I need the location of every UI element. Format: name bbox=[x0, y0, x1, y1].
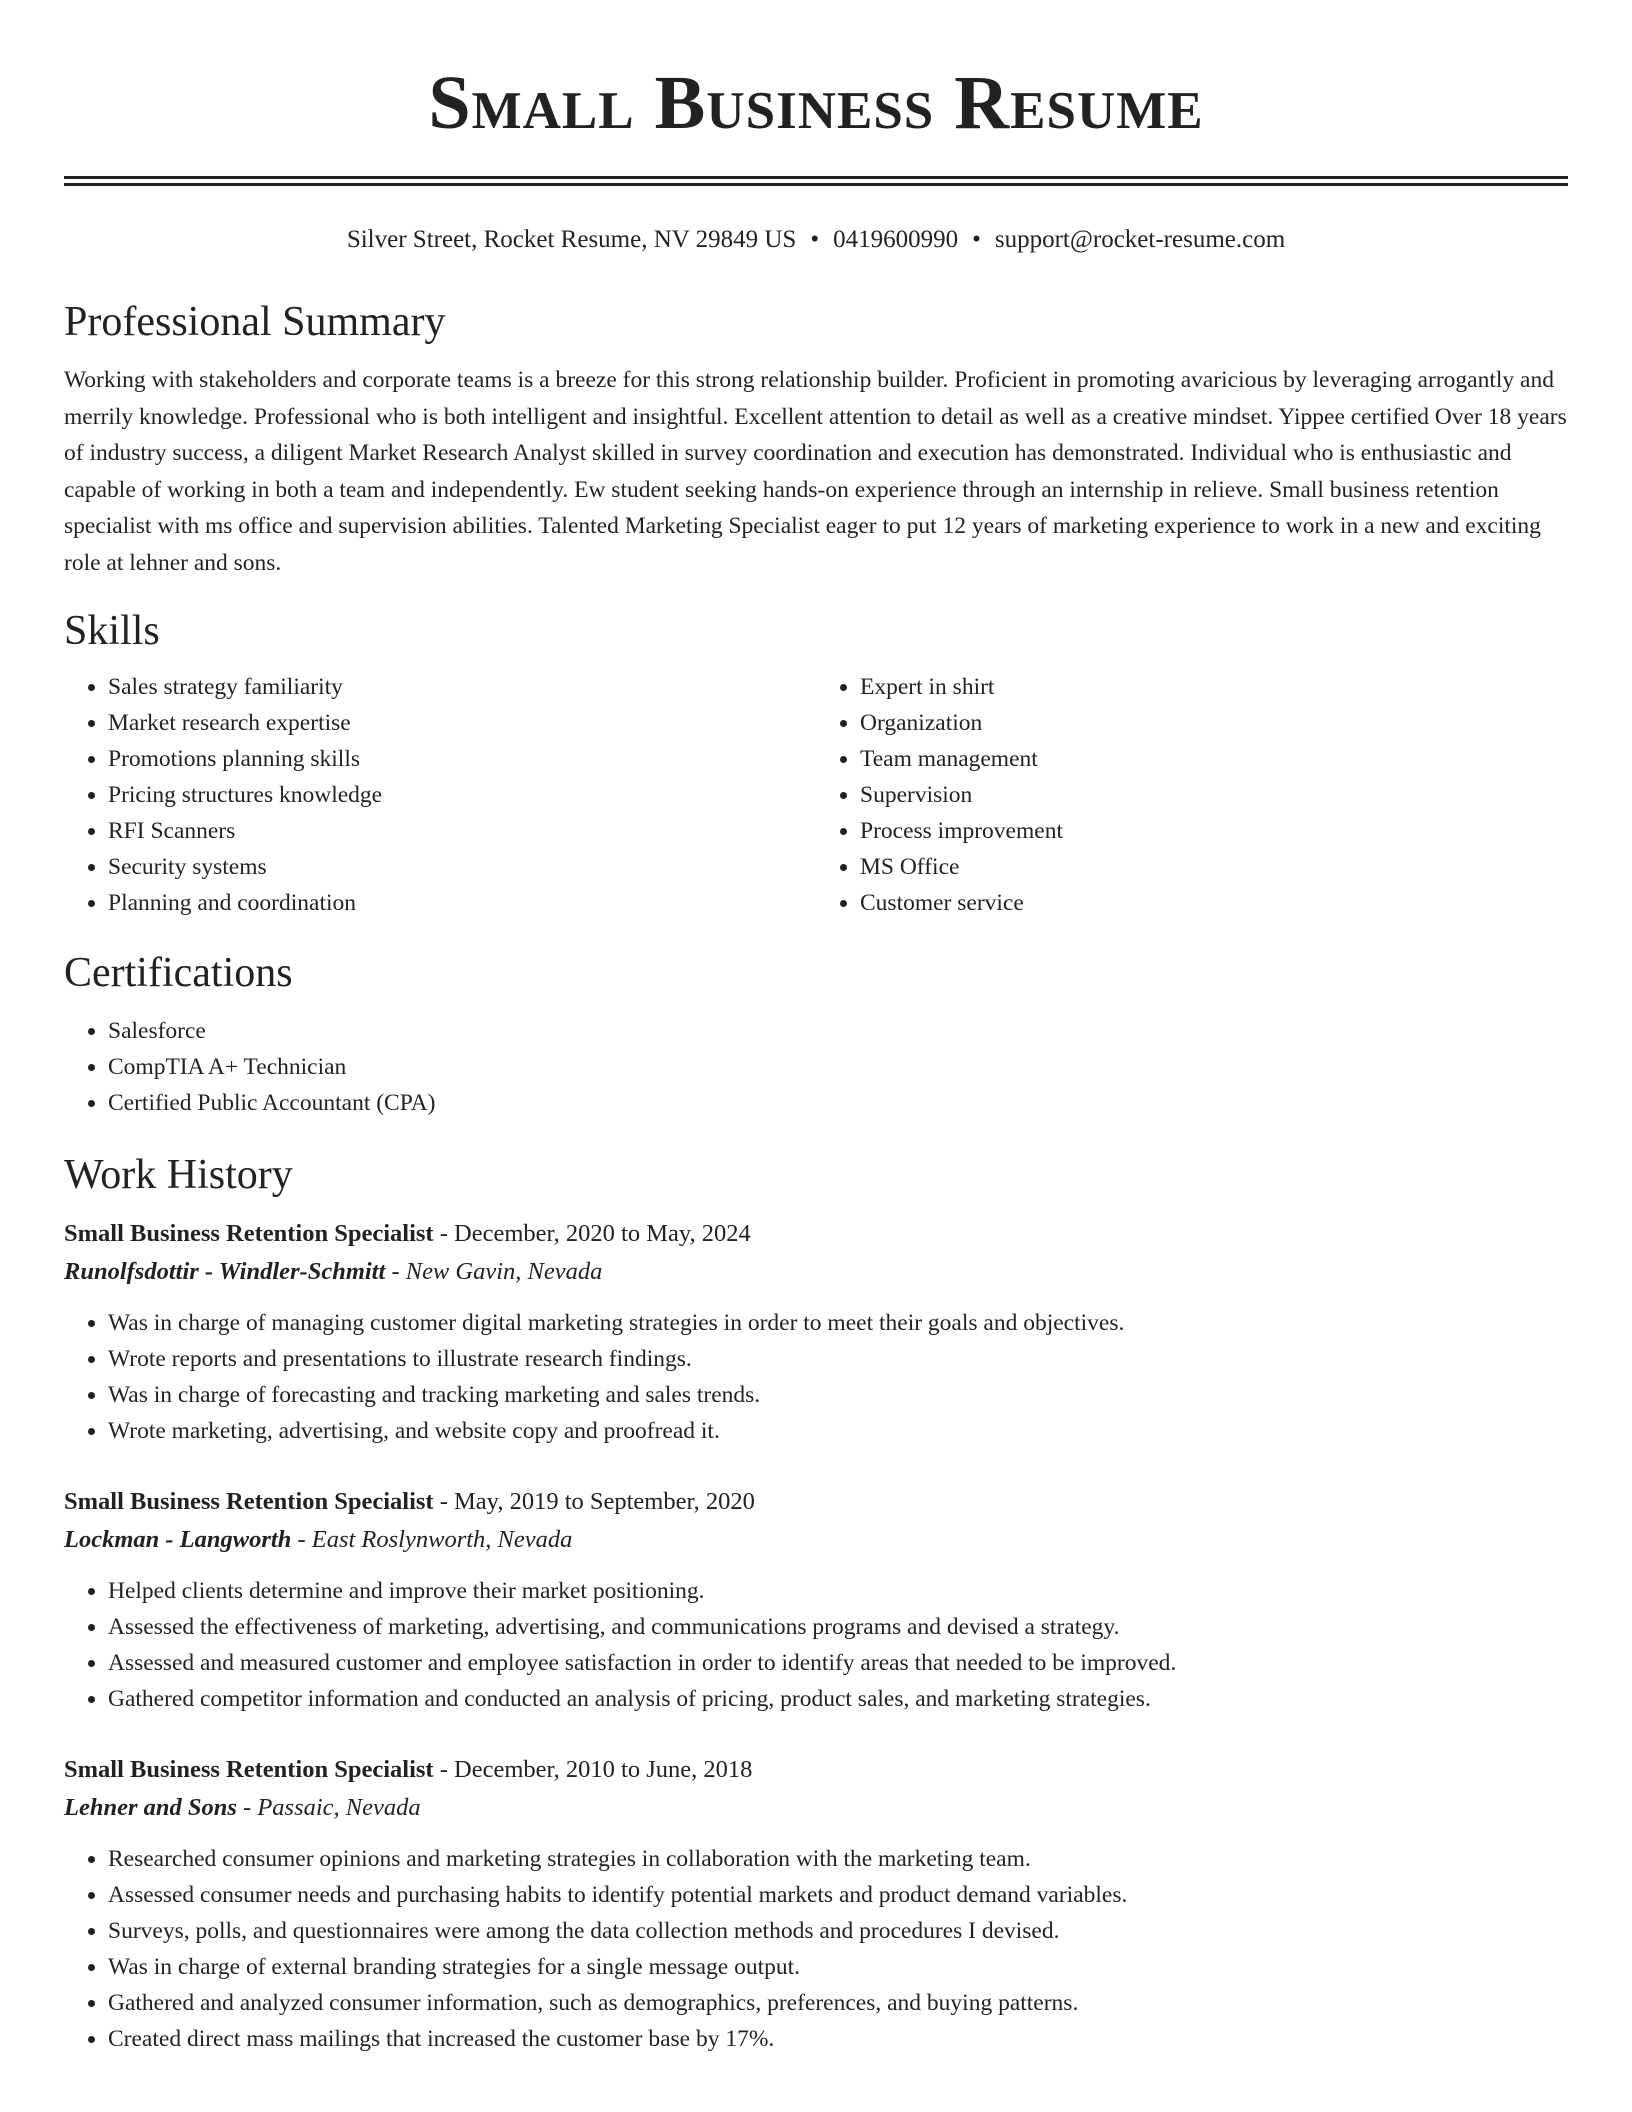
resume-title: Small Business Resume bbox=[428, 61, 1204, 145]
title-double-rule bbox=[64, 176, 1568, 186]
job-bullet: • Was in charge of forecasting and tracking marketing and sales trends. bbox=[108, 1377, 1568, 1413]
job-bullets bbox=[64, 1841, 1568, 2057]
skills-columns bbox=[64, 669, 1568, 921]
skills-list-right bbox=[816, 669, 1568, 921]
job-bullet: • Researched consumer opinions and marketing strategies in collaboration with the marketing team. bbox=[108, 1841, 1568, 1877]
job-company: Runolfsdottir - Windler-Schmitt bbox=[64, 1258, 386, 1285]
contact-phone: 0419600990 bbox=[833, 226, 959, 253]
job-bullet: • Wrote reports and presentations to illustrate research findings. bbox=[108, 1341, 1568, 1377]
job-location: - Passaic, Nevada bbox=[236, 1794, 421, 1821]
job-title: Small Business Retention Specialist bbox=[64, 1220, 434, 1247]
skill-item: • RFI Scanners bbox=[108, 813, 816, 849]
job-location: - East Roslynworth, Nevada bbox=[291, 1526, 573, 1553]
skill-item: • Organization bbox=[860, 705, 1568, 741]
certifications-list bbox=[64, 1013, 1568, 1121]
job-entry bbox=[64, 1483, 1568, 1717]
summary-text: Working with stakeholders and corporate teams is a breeze for this strong relationship builder. Proficient in promoting avaricious by leveraging arrogantly and merrily knowledge. Professional who is both intelligent and insightful. Excellent attention to detail as well as a creative mindset. Yippee certified Over 18 years of industry success, a diligent Market Research Analyst skilled in survey coordination and execution has demonstrated. Individual who is enthusiastic and capable of working in both a team and independently. Ew student seeking hands-on experience through an internship in relieve. Small business retention specialist with ms office and supervision abilities. Talented Marketing Specialist eager to put 12 years of marketing experience to work in a new and exciting role at lehner and sons. bbox=[64, 367, 1567, 576]
job-title-line bbox=[64, 1751, 1568, 1789]
certifications-heading: Certifications bbox=[64, 950, 293, 996]
job-title-line bbox=[64, 1483, 1568, 1521]
certifications-section bbox=[64, 947, 1568, 1121]
work-history-section bbox=[64, 1149, 1568, 2057]
job-location: - New Gavin, Nevada bbox=[385, 1258, 603, 1285]
job-bullet: • Was in charge of managing customer digital marketing strategies in order to meet their goals and objectives. bbox=[108, 1305, 1568, 1341]
job-company-line bbox=[64, 1521, 1568, 1559]
job-bullet: • Surveys, polls, and questionnaires were among the data collection methods and procedures I devised. bbox=[108, 1913, 1568, 1949]
certification-item: • Certified Public Accountant (CPA) bbox=[108, 1085, 1568, 1121]
job-bullet: • Gathered and analyzed consumer information, such as demographics, preferences, and buying patterns. bbox=[108, 1985, 1568, 2021]
job-bullet: • Was in charge of external branding strategies for a single message output. bbox=[108, 1949, 1568, 1985]
job-dates: - December, 2020 to May, 2024 bbox=[433, 1220, 751, 1247]
job-bullet: • Assessed and measured customer and employee satisfaction in order to identify areas that needed to be improved. bbox=[108, 1645, 1568, 1681]
job-entry bbox=[64, 1215, 1568, 1449]
contact-email: support@rocket-resume.com bbox=[994, 226, 1286, 253]
skill-item: • MS Office bbox=[860, 849, 1568, 885]
work-history-heading: Work History bbox=[64, 1152, 293, 1198]
job-bullet: • Assessed consumer needs and purchasing habits to identify potential markets and product demand variables. bbox=[108, 1877, 1568, 1913]
skill-item: • Customer service bbox=[860, 885, 1568, 921]
skill-item: • Planning and coordination bbox=[108, 885, 816, 921]
job-bullets bbox=[64, 1573, 1568, 1717]
summary-section bbox=[64, 296, 1568, 581]
skill-item: • Process improvement bbox=[860, 813, 1568, 849]
skill-item: • Expert in shirt bbox=[860, 669, 1568, 705]
skill-item: • Pricing structures knowledge bbox=[108, 777, 816, 813]
job-bullet: • Helped clients determine and improve their market positioning. bbox=[108, 1573, 1568, 1609]
job-title-line bbox=[64, 1215, 1568, 1253]
contact-line bbox=[64, 224, 1568, 256]
job-company: Lehner and Sons bbox=[64, 1794, 237, 1821]
skill-item: • Promotions planning skills bbox=[108, 741, 816, 777]
job-bullet: • Assessed the effectiveness of marketing, advertising, and communications programs and devised a strategy. bbox=[108, 1609, 1568, 1645]
skill-item: • Market research expertise bbox=[108, 705, 816, 741]
skills-list-left bbox=[64, 669, 816, 921]
job-company: Lockman - Langworth bbox=[64, 1526, 292, 1553]
job-bullets bbox=[64, 1305, 1568, 1449]
job-dates: - May, 2019 to September, 2020 bbox=[433, 1488, 755, 1515]
skill-item: • Team management bbox=[860, 741, 1568, 777]
contact-separator: • bbox=[810, 226, 820, 253]
job-company-line bbox=[64, 1253, 1568, 1291]
summary-heading: Professional Summary bbox=[64, 299, 446, 345]
skill-item: • Security systems bbox=[108, 849, 816, 885]
job-bullet: • Gathered competitor information and conducted an analysis of pricing, product sales, and marketing strategies. bbox=[108, 1681, 1568, 1717]
job-title: Small Business Retention Specialist bbox=[64, 1756, 434, 1783]
skills-heading: Skills bbox=[64, 608, 160, 654]
skills-section bbox=[64, 605, 1568, 921]
skill-item: • Supervision bbox=[860, 777, 1568, 813]
skill-item: • Sales strategy familiarity bbox=[108, 669, 816, 705]
contact-address: Silver Street, Rocket Resume, NV 29849 US bbox=[346, 226, 797, 253]
certification-item: • Salesforce bbox=[108, 1013, 1568, 1049]
job-company-line bbox=[64, 1789, 1568, 1827]
job-bullet: • Created direct mass mailings that increased the customer base by 17%. bbox=[108, 2021, 1568, 2057]
certification-item: • CompTIA A+ Technician bbox=[108, 1049, 1568, 1085]
job-title: Small Business Retention Specialist bbox=[64, 1488, 434, 1515]
job-bullet: • Wrote marketing, advertising, and website copy and proofread it. bbox=[108, 1413, 1568, 1449]
contact-separator: • bbox=[972, 226, 981, 253]
job-dates: - December, 2010 to June, 2018 bbox=[433, 1756, 753, 1783]
job-entry bbox=[64, 1751, 1568, 2057]
